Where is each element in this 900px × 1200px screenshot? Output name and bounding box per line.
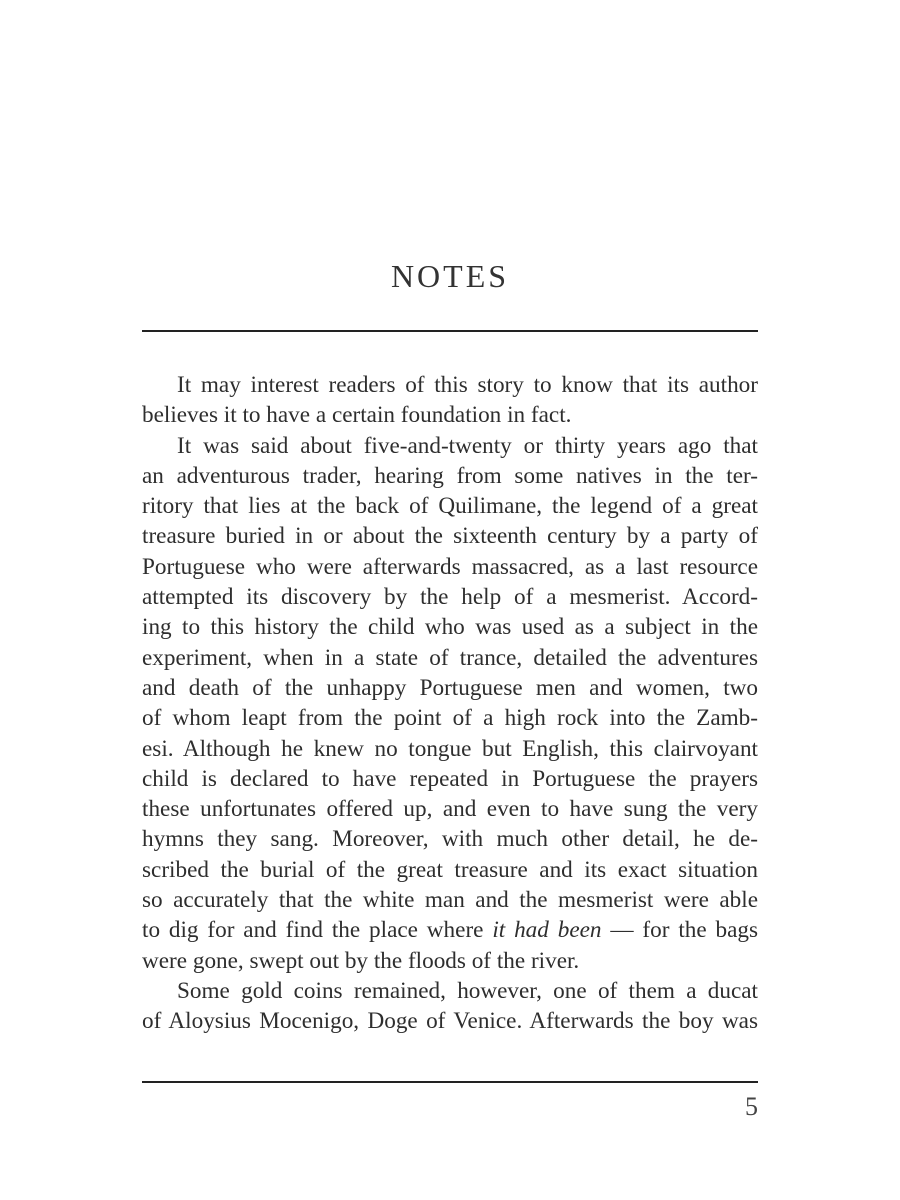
text-line: of Aloysius Mocenigo, Doge of Venice. Afterwards the boy was xyxy=(142,1008,758,1035)
text-line: and death of the unhappy Portuguese men and women, two xyxy=(142,674,758,701)
text-line: ritory that lies at the back of Quilimane, the legend of a great xyxy=(142,493,758,520)
text-line: attempted its discovery by the help of a mesmerist. Accord- xyxy=(142,584,758,611)
text-line: Some gold coins remained, however, one of them a ducat xyxy=(177,977,758,1004)
text-segment: — for the bags xyxy=(601,917,758,944)
bottom-divider xyxy=(142,1081,758,1083)
text-line: treasure buried in or about the sixteenth century by a party of xyxy=(142,523,758,550)
text-line: experiment, when in a state of trance, detailed the adventures xyxy=(142,644,758,671)
text-line: It may interest readers of this story to know that its author xyxy=(177,372,758,398)
text-line: It was said about five-and-twenty or thirty years ago that xyxy=(177,432,758,459)
body-text xyxy=(142,370,758,1037)
page-number: 5 xyxy=(745,1092,758,1121)
text-line: believes it to have a certain foundation in fact. xyxy=(142,402,572,429)
text-line: these unfortunates offered up, and even to have sung the very xyxy=(142,796,758,823)
text-segment: to dig for and find the place where xyxy=(142,917,493,944)
text-line: an adventurous trader, hearing from some natives in the ter- xyxy=(142,462,758,489)
text-line: of whom leapt from the point of a high rock into the Zamb- xyxy=(142,705,758,732)
text-line: Portuguese who were afterwards massacred, as a last resource xyxy=(142,553,758,580)
text-line: so accurately that the white man and the mesmerist were able xyxy=(142,887,758,914)
text-line: esi. Although he knew no tongue but English, this clairvoyant xyxy=(142,735,758,762)
text-line: hymns they sang. Moreover, with much other detail, he de- xyxy=(142,826,758,853)
text-line: were gone, swept out by the floods of the river. xyxy=(142,947,580,974)
page-title: NOTES xyxy=(390,258,510,294)
text-line: scribed the burial of the great treasure and its exact situation xyxy=(142,856,758,883)
text-line: child is declared to have repeated in Portuguese the prayers xyxy=(142,765,758,792)
top-divider xyxy=(142,330,758,332)
text-line xyxy=(142,915,758,945)
text-line: ing to this history the child who was used as a subject in the xyxy=(142,614,758,641)
italic-text: it had been xyxy=(492,917,602,944)
